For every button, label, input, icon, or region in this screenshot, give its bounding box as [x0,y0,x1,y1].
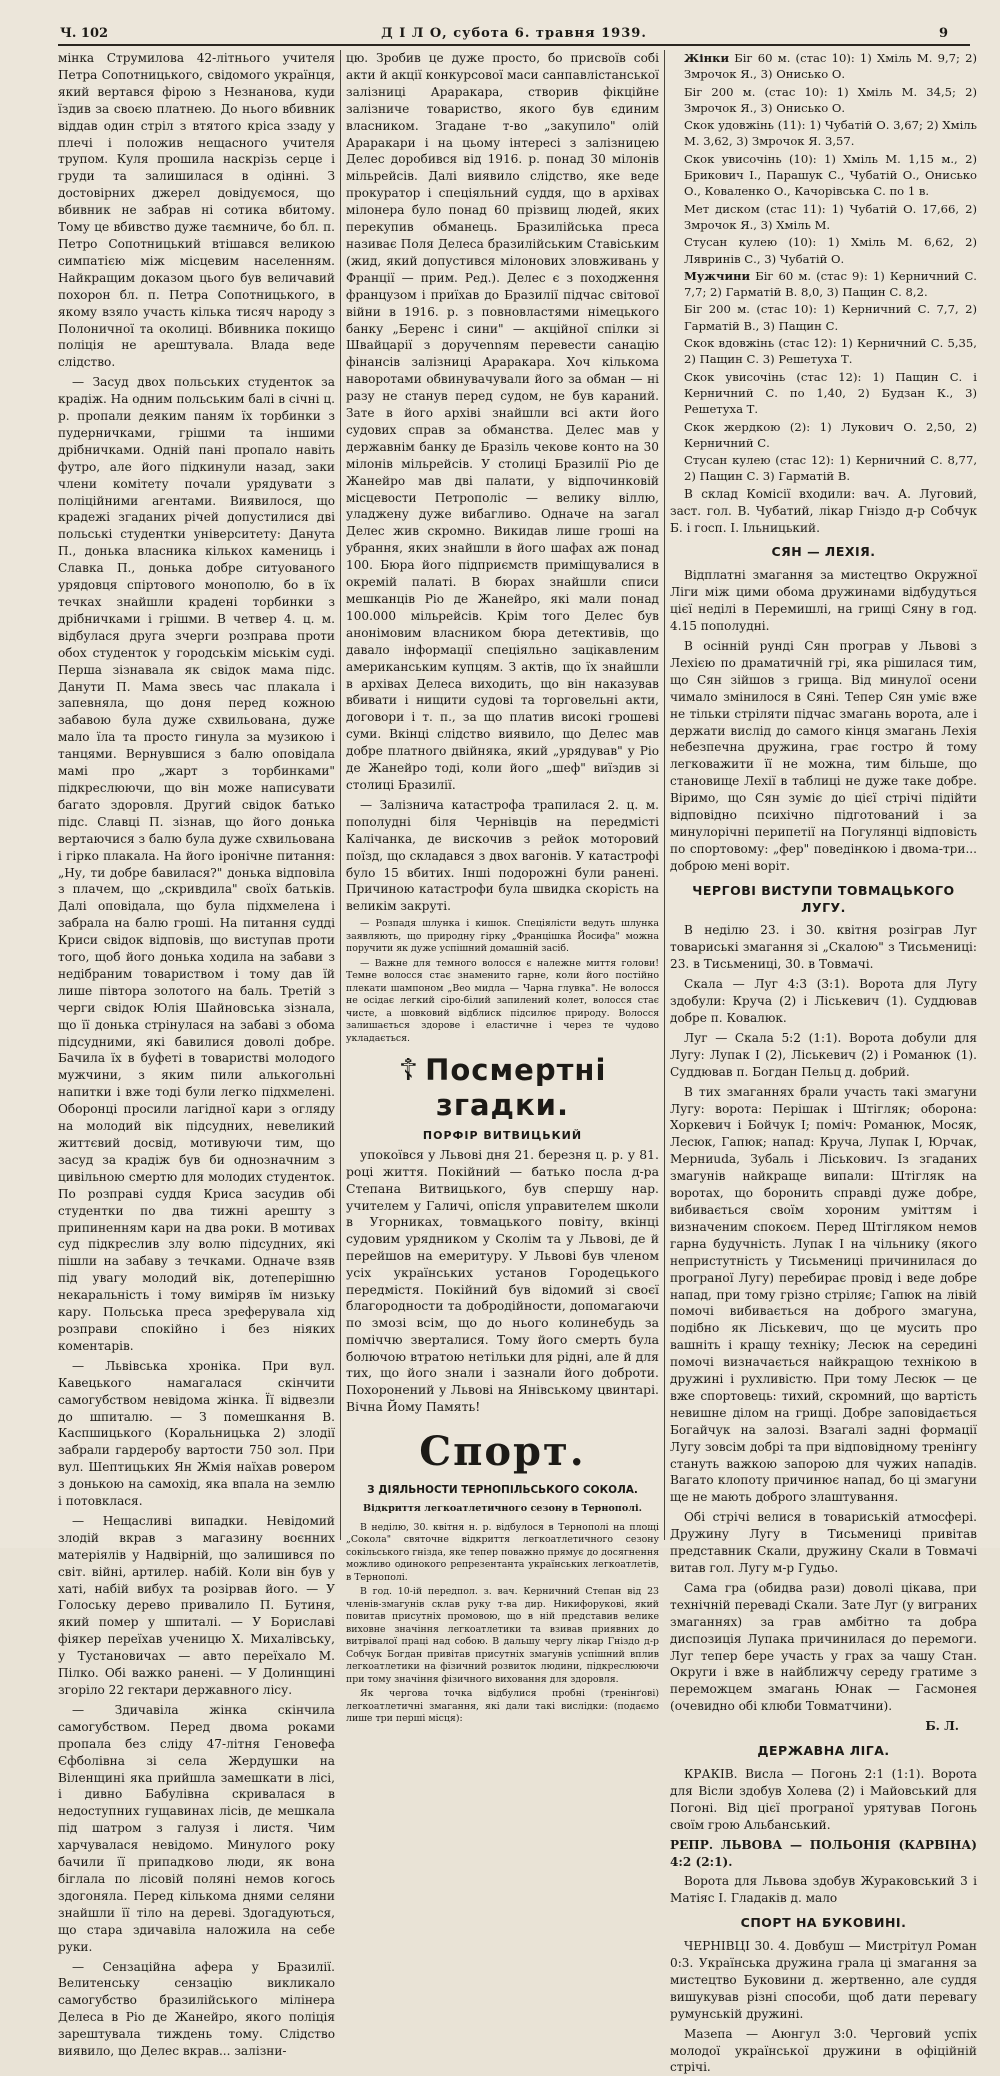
result-line [670,50,977,83]
jury-paragraph: В склад Комісії входили: вач. А. Луговий, заст. гол. В. Чубатий, лікар Гніздо д-р Собчук Б. і госп. І. Ільницький. [670,486,977,535]
result-text: Мет диском (стас 11): 1) Чубатій О. 17,66, 2) Змрочок Я., 3) Хміль М. [684,201,977,232]
article-paragraph: цю. Зробив це дуже просто, бо присвоїв собі акти й акції конкурсової маси санпавлістанської залізниці Араракара, створив фікційне залізниче товариство, якого був єдиним власником. Згадане т-во „закупило" олій Араракари і на цьому інтересі з залізницею Делес доробився від 1916. р. понад 30 мілонів мільрейсів. Далі виявило слідство, яке веде прокуратор і спеціяльний суддя, що в архівах мілонера було понад 60 прізвищ людей, яких перекупив обманець. Бразилійська преса називає Поля Делеса бразилійським Ставіським (жид, який допустився мілонових зловживань у Франції — прим. Ред.). Делес є з походження французом і приїхав до Бразилії підчас світової війни в 1916. р. з повновластями німецького банку „Беренс і сини" — акційної спілки зі Швайцарії з доручennям перевести санацію фінансів залізниці Араракара. Хоч кількома наворотами обвинувачували його за обман — ні разу не станув перед судом, не був караний. Зате в його архіві знайшли всі акти його судових справ за обманства. Делес мав у державнім банку де Бразіль чекове конто на 30 мілонів мільрейсів. У столиці Бразилії Ріо де Жанейро мав дві палати, у відпочинковій місцевости Петрополіс — велику віллю, уладжену дуже вибагливо. Одначе на загал Делес жив скромно. Викидав лише гроші на убрання, яких знайшли в його шафах аж понад 100. Бюра його підприємств приміщувалися в окремій палаті. В бюрах знайшли списи мешканців Ріо де Жанейро, які мали понад 100.000 мільрейсів. Крім того Делес був анонімовим власником бюра детективів, що давало інформації спеціяльно зацікавленим американським купцям. З актів, що їх знайшли в архівах Делеса виходить, що він наказував вбивати і нищити судові та торговельні акти, договори і т. п., за що платив високі грошеві суми. Вкінці слідство виявило, що Делес мав добре платного двійняка, який „урядував" у Ріо де Жанейро тоді, коли його „шеф" виїздив зі столиці Бразилії. [346,51,659,792]
article-paragraph: — Львівська хроніка. При вул. Кавецького намагалася скінчити самогубством невідома жінка. Її відвезли до шпиталю. — З помешкання В. Каспшицького (Коральницька 2) злодії забрали гардеробу вартости 750 зол. При вул. Шептицьких Ян Жмія наїхав ровером з донькою на самохід, яка впала на землю і потовклася. [58,1358,335,1509]
sport-text [346,1522,659,1726]
sian-paragraph: Відплатні змагання за мистецтво Окружної Ліги між цими обома дружинами відбудуться цієї неділі в Перемишлі, на грищі Сяну в год. 4.15 пополудні. [670,568,977,634]
result-line [670,369,977,418]
result-line [670,201,977,234]
result-line [670,151,977,200]
result-line [670,452,977,485]
sport-subtitle: Відкриття легкоатлетичного сезону в Тернополі. [363,1502,642,1514]
result-line [670,234,977,267]
masthead-date: Д І Л О, субота 6. травня 1939. [381,26,647,41]
issue-number: Ч. 102 [60,26,109,41]
result-text: Біг 200 м. (стас 10): 1) Хміль М. 34,5; 2) Змрочок Я., 3) Онисько О. [684,84,977,115]
result-text: Стусан кулею (стас 12): 1) Керничний С. 8,77, 2) Пащин С. 3) Гарматій В. [684,453,977,484]
state-league-title: ДЕРЖАВНА ЛІГА. [757,1743,890,1759]
result-text: Біг 60 м. (стас 9): 1) Керничний С. 7,7; 2) Гарматій В. 8,0, 3) Пащин С. 8,2. [684,268,977,300]
league-paragraph: КРАКІВ. Висла — Погонь 2:1 (1:1). Ворота для Вісли здобув Холева (2) і Майовський для Погоні. Від цієї програної урятував Погонь своїм грою Альбанський. [670,1766,977,1832]
obituary-section [346,1053,659,1416]
tovmach-paragraph: В неділю 23. і 30. квітня розіграв Луг товариські змагання зі „Скалою" з Тисьмениці: 23. в Тисьмениці, 30. в Товмачі. [670,923,977,972]
athletics-results [670,50,977,485]
sport-paragraph: В неділю, 30. квітня н. р. відбулося в Тернополі на площі „Сокола" святочне відкриття легкоатлетичного сезону сокільського гнізда, яке тепер поважно прямує до досягнення можливо одинокого репрезентанта українських легкоатлетів, в Тернополі. [346,1521,659,1583]
result-line [670,301,977,334]
result-line [670,419,977,452]
tovmach-paragraph: Скала — Луг 4:3 (3:1). Ворота для Лугу здобули: Круча (2) і Ліськевич (1). Суддював добре п. Ковалюк. [670,977,977,1025]
result-line [670,117,977,150]
result-text: Скок вдовжінь (стас 12): 1) Керничний С. 5,35, 2) Пащин С. 3) Решетуха Т. [684,336,977,367]
league-paragraph: Ворота для Львова здобув Жураковський 3 і Матіяс І. Гладаків д. мало [670,1874,977,1906]
article-paragraph: — Нещасливі випадки. Невідомий злодій вкрав з магазину воєнних матеріялів у Надвірній, що залишився по світ. війні, артилер. набій. Коли він був у хаті, набій вибух та розірвав його. — У Голоську дерево привалило П. Бутиня, який помер у шпиталі. — У Бориславі фіякер переїхав ученицю Х. Михалівську, у Тустановичах — авто переїхало М. Пілко. Обі важко ранені. — У Долинщині згоріло 22 гектари державного лісу. [58,1513,335,1697]
tovmach-title: ЧЕРГОВІ ВИСТУПИ ТОВМАЦЬКОГО ЛУГУ. [692,882,955,915]
result-text: Біг 200 м. (стас 10): 1) Керничний С. 7,7, 2) Гарматій В., 3) Пащин С. [684,302,977,333]
obituary-heading [346,1053,659,1122]
signature: Б. Л. [925,1719,959,1734]
result-text: Скок удовжінь (11): 1) Чубатій О. 3,67; 2) Хміль М. 3,62, 3) Змрочок Я. 3,57. [684,118,977,149]
column-1 [58,50,335,2059]
column-2 [346,50,659,1725]
result-text: Скок жердкою (2): 1) Лукович О. 2,50, 2) Керничний С. [684,419,977,450]
cross-icon: ☦ [398,1053,420,1089]
page-number: 9 [938,26,948,41]
notice-paragraph: — Розпадя шлунка і кишок. Спеціялісти ведуть шлунка заявляють, що природну гірку „Францішка Йосифа" можна поручити як дуже успішний домашній засіб. [346,918,659,955]
tovmach-paragraph: Сама гра (обидва рази) доволі цікава, при технічній переваді Скали. Зате Луг (у виграних змаганнях) за грав амбітно та добра диспозиція Лупака причинилася до перемоги. Луг тепер бере участь у грах за чашу Стан. Округи і вже в найближчу середу гратиме з переможцем змагань Юнак — Гасмонея (очевидно обі клюби Товматчини). [670,1580,977,1714]
result-group-label: Мужчини [684,268,751,283]
result-text: Стусан кулею (10): 1) Хміль М. 6,62, 2) Лявринів С., 3) Чубатій О. [684,235,977,266]
sport-heading: Спорт. [419,1427,586,1475]
column-rule [664,50,665,1540]
bukovyna-paragraph: Мазепа — Аюнгул 3:0. Черговий успіх молодої української дружини в офіційній стрічі. [670,2026,977,2075]
small-notices [346,918,659,1045]
obituary-text: упокоївся у Львові дня 21. березня ц. р. у 81. році життя. Покійний — батько посла д-ра Степана Витвицького, був спершу нар. учителем у Галичі, опісля управителем школи в Угорниках, товмацького повіту, вкінці судовим урядником у Сколім та у Львові, де й перейшов на емеритуру. У Львові був членом усіх українських установ Городецького передмістя. Покійний був відомий зі своєї благородности та добродійности, допомагаючи по змозі всім, що до нього колинебудь за поміччю зверталися. Тому його смерть була болючою втратою нетільки для рідні, але й для тих, що його знали і зазнали його доброти. Похоронений у Львові на Янівському цвинтарі. Вічна Йому Память! [346,1147,659,1415]
bukovyna-paragraph: ЧЕРНІВЦІ 30. 4. Довбуш — Мистрітул Роман 0:3. Українська дружина грала ці змагання за мистецтво Буковини д. жертвенно, але суддя вишукував різні способи, щоб дати перевагу румунській дружині. [670,1939,977,2021]
article-paragraph: — Залізнича катастрофа трапилася 2. ц. м. пополудні біля Чернівців на передмісті Калічанка, де вискочив з рейок моторовий поїзд, що складався з двох вагонів. У катастрофі було 15 вбитих. Інші подорожні були ранені. Причиною катастрофи була швидка скорість на великім закруті. [346,797,659,914]
tovmach-paragraph: Обі стрічі велися в товариській атмосфері. Дружину Лугу в Тисьмениці привітав представник Скали, дружину Скали в Товмачі витав гол. Лугу м-р Гудьо. [670,1510,977,1575]
result-text: Скок увисочінь (стас 12): 1) Пащин С. і Керничний С. по 1,40, 2) Будзан К., 3) Решетуха Т. [684,369,977,417]
tovmach-paragraph: В тих змаганнях брали участь такі змагуни Лугу: ворота: Перішак і Штігляк; оборона: Хоркевич і Бойчук І; поміч: Романюк, Мосяк, Лесюк, Гапюк; напад: Круча, Лупак І, Юрчак, Мерниuda, Зубаль і Ліськович. Із згаданих змагунів найкраще випали: Штігляк на воротах, що боронить справді дуже добре, вибивається своїм хороним уміттям і визначеним спокоєм. Перед Штігляком немов гарна будучність. Лупак І на чільнику (якого непристутність у Тисьмениці причинилася до програної Лугу) перебирає провід і веде добре напад, при тому грізно стріляє; Гапюк на лівій помочі вибивається на доброго змагуна, подібно як Ліськевич, що це мусить про вашніть і кращу техніку; Лесюк на середині помочі визначається найкращою технікою в дружині і рухливістю. При тому Лесюк — це вже спортовець: тихий, скромний, що вартість невишне ділом на грищі. Добре заповідається Богайчук на залозі. Взагалі задні формації Лугу зовсім добрі та при відповідному тренінгу стануть важкою запорою для чужих нападів. Вагато клопоту причинює напад, бо ці змагуни ще не мають доброго злаштування. [670,1084,977,1505]
column-rule [340,50,341,1540]
league-paragraph: РЕПР. ЛЬВОВА — ПОЛЬОНІЯ (КАРВІНА) 4:2 (2:1). [670,1837,977,1869]
article-paragraph: мінка Струмилова 42-літнього учителя Петра Сопотницького, свідомого українця, який вертався фірою з Незнанова, куди їздив за своєю платнею. До нього вбивник віддав один стріл з втятого кріса ззаду у плечі і положив нещасного учителя трупом. Куля прошила наскрізь серце і груди та залишилася в одінні. З достовірних джерел довідуємося, що вбивник не забрав ні сотика вбитому. Тому це вбивство дуже таємниче, бо бл. п. Петро Сопотницький втішався великою симпатією між місцевим населенням. Найкращим доказом цього був величавий похорон бл. п. Петра Сопотницького, в якому взяло участь кілька тисяч народу з Полоничної та околиці. Вбивника покищо поліція не арештувала. Влада веде слідство. [58,51,335,370]
obituary-name: ПОРФІР ВИТВИЦЬКИЙ [422,1129,583,1143]
sport-section-title: З ДІЯЛЬНОСТИ ТЕРНОПІЛЬСЬКОГО СОКОЛА. [367,1483,638,1496]
article-paragraph: — Сензаційна афера у Бразилії. Велитенську сензацію викликало самогубство бразилійського мілінера Делеса в Ріо де Жанейро, якого поліція зарештувала тиждень тому. Слідство виявило, що Делес вкрав... залізни- [58,1959,335,2059]
bukovyna-title: СПОРТ НА БУКОВИНІ. [740,1915,907,1931]
result-line [670,335,977,368]
result-line [670,268,977,301]
result-text: Біг 60 м. (стас 10): 1) Хміль М. 9,7; 2) Змрочок Я., 3) Онисько О. [684,51,977,82]
obituary-title: Посмертні згадки. [425,1053,607,1123]
sian-paragraph: В осінній рунді Сян програв у Львові з Лехією по драматичній грі, яка рішилася тим, що Сян зійшов з грища. Від минулої осени чимало змінилося в Сяні. Тепер Сян уміє вже не тільки стріляти підчас змагань ворота, але і держати вислід до самого кінця змагань Лехія небезпечна дружина, грає гостро й тому легковажити її не можна, тим більше, що становище Лехії в таблиці не дуже таке добре. Віримо, що Сян зуміє до цієї стрічі підійти відповідно психічно підготований і за минулорічні перипетії на Погулянці відповість по спортовому: „фер" поведінкою і двома-три... доброю мені воріт. [670,638,977,873]
article-paragraph: — Здичавіла жінка скінчила самогубством. Перед двома роками пропала без сліду 47-літня Геновефа Єфболівна зі села Жердушки на Віленщині яка прийшла замешкати в лісі, і дивно Бабулівна скривалася в недоступних гущавинах лісів, де мешкала під шатром з галузя і листя. Чим харчувалася невідомо. Минулого року бачили її припадково люди, як вона біглала по лісовій поляні немов когось здогоняла. Перед кількома днями селяни знайшли її тіло на дереві. Здогадуються, що стара здичавіла наложила на себе руки. [58,1702,335,1954]
notice-paragraph: — Важне для темного волосся є належне миття голови! Темне волосся стає знаменито гарне, коли його постійно плекати шампоном „Вео мидла — Чарна глувка". Не волосся не осідає легкий сіро-білий запилений колет, волосся стає чисте, а шовковий відблиск підсилює природу. Волосся залишається здорове і еластичне і через те чудово укладається. [346,957,659,1044]
sport-paragraph: В год. 10-ій передпол. з. вач. Керничний Степан від 23 членів-змагунів склав руку т-ва дир. Никифорукові, який повитав присутніх промовою, що в ній представив велике виховне значіння легкоатлетики та взивав приявних до витрівалої праці над собою. В дальшу чергу лікар Гніздо д-р Собчук Богдан привітав присутніх змагунів успішний вплив легкоатлетики на фізичний розвиток людини, підкреслюючи при тому значіння фізичного виховання для здоровля. [346,1586,659,1685]
result-text: Скок увисочінь (10): 1) Хміль М. 1,15 м., 2) Брикович І., Парашук С., Чубатій О., Онисько О., Коваленко О., Качорівська С. по 1 в. [684,151,977,199]
tovmach-paragraph: Луг — Скала 5:2 (1:1). Ворота добули для Лугу: Лупак І (2), Ліськевич (2) і Романюк (1). Суддював п. Богдан Пельц д. добрий. [670,1030,977,1079]
column-3 [670,50,977,2075]
result-group-label: Жінки [684,51,730,65]
result-line [670,84,977,117]
sian-title: СЯН — ЛЕХІЯ. [771,544,876,560]
sport-paragraph: Як чергова точка відбулися пробні (тренінґові) легкоатлетичні змагання, які дали такі вислідки: (подаємо лише три перші місця): [346,1688,659,1725]
article-paragraph: — Засуд двох польських студенток за крадіж. На одним польським балі в січні ц. р. пропали деяким паням їх торбинки з пудерничками, грішми та іншими дрібничками. Одній пані пропало навіть футро, але його підкинули назад, заки члени комітету почали урядувати з поліційними агентами. Виявилося, що крадежі згаданих річей допустилися дві польські студентки університету: Данута П., донька власника кількох камениць і Славка П., донька добре ситуованого урядовця спіртового монополю, бо в їх течках знайшли крадені торбинки з дрібничками і грішми. В четвер 4. ц. м. відбулася друга зчерги розправа проти обох студенток у городськім міськім суді. Перша зізнавала як свідок мама підс. Данути П. Мама звесь час плакала і запевняла, що доня перед кожною забавою була дуже схвильована, дуже мало їла та просто гинула за музикою і танцями. Вернувшися з балю оповідала мамі про „жарт з торбинками" підкреслюючи, що він може написувати багато здоровля. Другий свідок батько підс. Славці П. зізнав, що його донька вертаючися з балю була дуже схвильована і гірко плакала. На його іронічне питання: „Ну, ти добре бавилася?" донька відповіла з плачем, що „скривдила" своїх батьків. Далі оповідала, що була підхмелена і забрала на балю гроші. На питання судді Криси свідок відповів, що виступав проти того, щоб його донька ходила на забави з недібраним товариством і тому дав їй лише півтора золотого на баль. Третій з черги свідок Юлія Шайновська зізнала, що її донька стрінулася на забаві з обома підсудними, які бавилися доволі добре. Бачила їх в буфеті в товаристві молодого мужчини, з яким пили алькогольні напитки і вже тоді були легко підхмелені. Оборонці просили лагідної кари з огляду на молодий вік підсудних, невеликий життєвий досвід, мотивуючи тим, що засуд за крадіж був би однозначним з цивільною смертю для молодих студенток. По розправі суддя Криса засудив обі студентки по два тижні арешту з припиненням кари на два роки. В мотивах суд підкреслив злу волю підсудних, які пішли на забаву з течками. Одначе взяв під увагу молодий вік, дотеперішню некаральність і тому виміряв їм низьку кару. Польська преса зреферувала хід розправи спокійно і без ніяких коментарів. [58,375,335,1353]
page-header [58,24,970,46]
